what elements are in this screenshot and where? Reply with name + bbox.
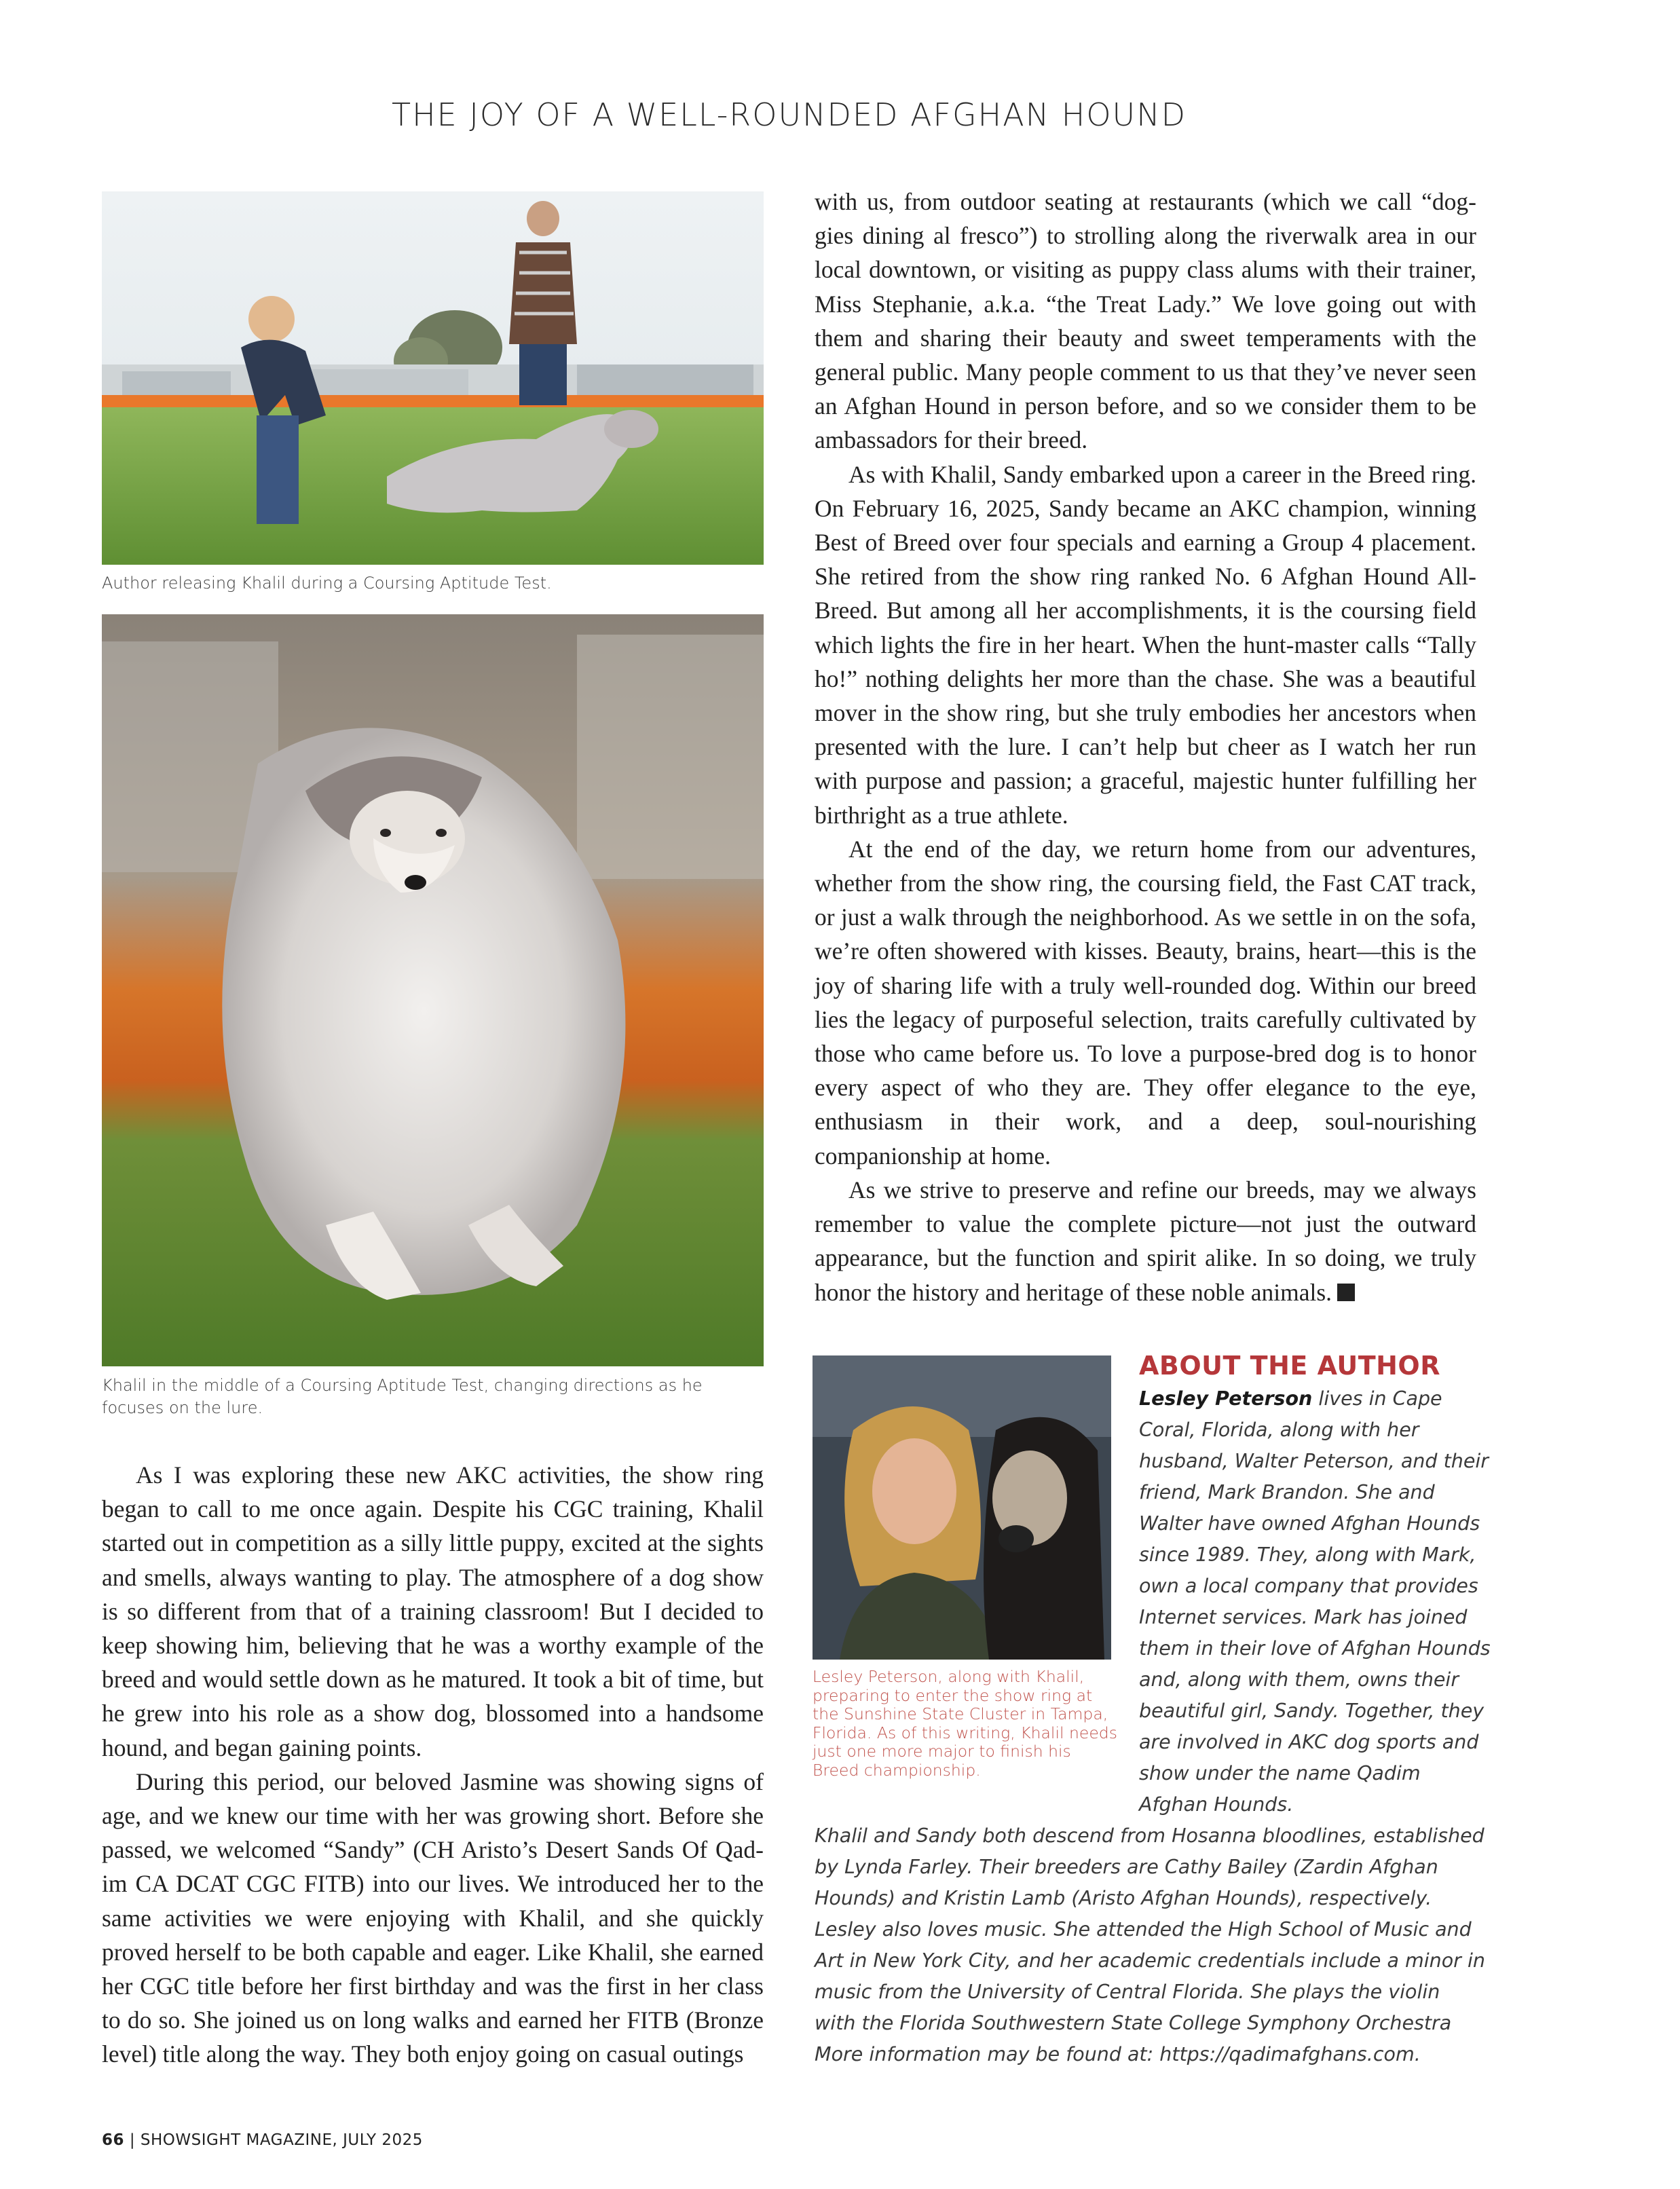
page-footer (102, 2131, 423, 2149)
closing-text: As we strive to preserve and refine our breeds, may we always remember to value the complete picture—not just the outward appearance, but the function and spirit alike. In so doing, we truly honor the history and heritage of these noble animals. (815, 1176, 1476, 1306)
right-column-text (815, 185, 1476, 1309)
paragraph: As I was exploring these new AKC activities, the show ring began to call to me once again. Despite his CGC training, Khalil started out in competition as a silly little puppy, excited at the sights and smells, always wanting to play. The atmosphere of a dog show is so different from that of a training classroom! But I decided to keep showing him, believing that he was a worthy example of the breed and would settle down as he matured. It took a bit of time, but he grew into his role as a show dog, blossomed into a handsome hound, and began gaining points. (102, 1461, 764, 1761)
paragraph: At the end of the day, we return home from our adventures, whether from the show ring, the coursing field, the Fast CAT track, or just a walk through the neighborhood. As we settle in on the sofa, we’re often showered with kisses. Beauty, brains, heart—this is the joy of sharing life with a truly well-rounded dog. Within our breed lies the legacy of purposeful selection, traits carefully cultivated by those who came before us. To love a purpose-bred dog is to honor every aspect of who they are. They offer elegance to the eye, enthusiasm in their work, and a deep, soul-nourishing companionship at home. (815, 835, 1476, 1170)
photo-caption-author: Lesley Peterson, along with Khalil, preparing to enter the show ring at the Sunshine State Cluster in Tampa, Florida. As of this writing, Khalil needs just one more major to finish his Breed championship. (813, 1667, 1117, 1780)
footer-separator: | (124, 2131, 141, 2149)
author-name: Lesley Peterson (1139, 1387, 1313, 1410)
author-bio-side-text: lives in Cape Coral, Florida, along with her husband, Walter Peterson, and their friend, Mark Brandon. She and Walter have owned Afghan Hounds since 1989. They, along with Mark, own a local company that provides Internet services. Mark has joined them in their love of Afghan Hounds and, along with them, owns their beautiful girl, Sandy. Together, they are involved in AKC dog sports and show under the name Qadim Afghan Hounds. (1139, 1387, 1491, 1816)
left-column-text (102, 1458, 764, 2072)
end-of-article-mark (1337, 1284, 1355, 1301)
publication-name: SHOWSIGHT MAGAZINE, JULY 2025 (140, 2131, 423, 2149)
author-bio-full: Khalil and Sandy both descend from Hosanna bloodlines, established by Lynda Farley. Their breeders are Cathy Bailey (Zardin Afghan Hounds) and Kristin Lamb (Aristo Afghan Hounds), respectively. Lesley also loves music. She attended the High School of Music and Art in New York City, and her academic credentials include a minor in music from the University of Central Florida. She plays the violin with the Florida Southwestern State College Symphony Orchestra More information may be found at: https://qadimafghans.com. (815, 1825, 1485, 2065)
paragraph-closing (815, 1173, 1476, 1309)
photo-caption-middle: Khalil in the middle of a Coursing Aptitude Test, changing directions as he focuses on the lure. (102, 1376, 703, 1417)
author-bio-side (1139, 1383, 1492, 1820)
about-author-heading: ABOUT THE AUTHOR (1139, 1351, 1440, 1381)
paragraph: During this period, our beloved Jasmine was showing signs of age, and we knew our time with her was growing short. Before she passed, we welcomed “Sandy” (CH Aristo’s Desert Sands Of Qad-im CA DCAT CGC FITB) into our lives. We introduced her to the same activities we were enjoying with Khalil, and she quickly proved herself to be both capable and eager. Like Khalil, she earned her CGC title before her first birthday and was the first in her class to do so. She joined us on long walks and earned her FITB (Bronze level) title along the way. They both enjoy going on casual outings (102, 1767, 764, 2068)
paragraph-continued: with us, from outdoor seating at restaurants (which we call “dog-gies dining al fresco”) to strolling along the riverwalk area in our local downtown, or visiting as puppy class alums with their trainer, Miss Stephanie, a.k.a. “the Treat Lady.” We love going out with them and sharing their beauty and sweet temperaments with the general public. Many people comment to us that they’ve never seen an Afghan Hound in person before, and so we consider them to be ambassadors for their breed. (815, 188, 1476, 454)
photo-author-with-khalil (813, 1355, 1111, 1660)
photo-caption-top: Author releasing Khalil during a Coursing Aptitude Test. (102, 574, 552, 593)
photo-khalil-coursing (102, 614, 764, 1366)
paragraph: As with Khalil, Sandy embarked upon a career in the Breed ring. On February 16, 2025, Sandy became an AKC champion, winning Best of Breed over four specials and earning a Group 4 placement. She retired from the show ring ranked No. 6 Afghan Hound All-Breed. But among all her accomplishments, it is the coursing field which lights the fire in her heart. When the hunt-master calls “Tally ho!” nothing delights her more than the chase. She was a beautiful mover in the show ring, but she truly embodies her ancestors when presented with the lure. I can’t help but cheer as I watch her run with purpose and passion; a graceful, majestic hunter fulfilling her birthright as a true athlete. (815, 460, 1476, 829)
page-number: 66 (102, 2131, 125, 2149)
page-title: THE JOY OF A WELL-ROUNDED AFGHAN HOUND (391, 96, 1187, 133)
photo-coursing-release (102, 191, 764, 565)
